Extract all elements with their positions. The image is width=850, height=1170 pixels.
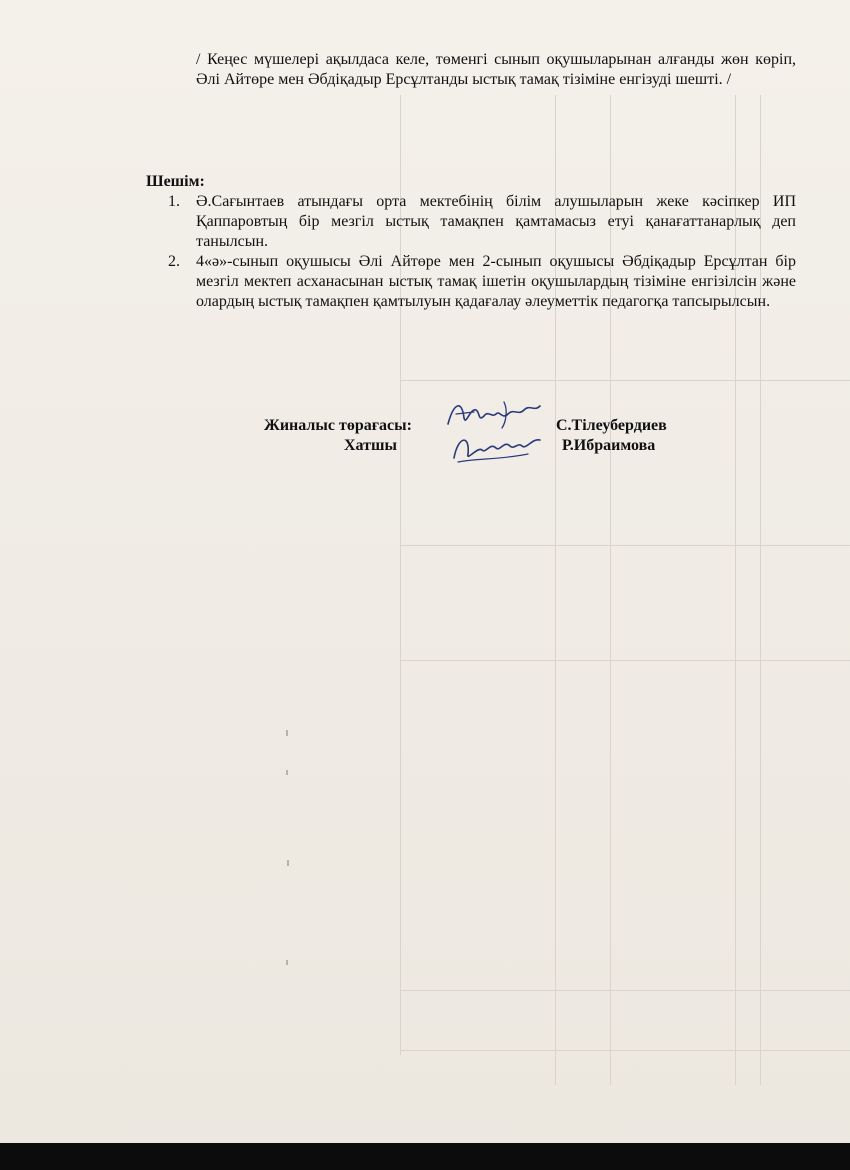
margin-mark	[286, 770, 288, 775]
bleed-through-line	[400, 990, 850, 991]
decision-number: 2.	[168, 253, 180, 270]
secretary-name: Р.Ибраимова	[562, 437, 656, 454]
margin-mark	[286, 730, 288, 736]
decision-number: 1.	[168, 193, 180, 210]
bleed-through-line	[400, 380, 850, 381]
margin-mark	[287, 860, 289, 866]
bleed-through-line	[400, 660, 850, 661]
bleed-through-line	[400, 1050, 850, 1051]
bleed-through-line	[400, 545, 850, 546]
intro-paragraph: / Кеңес мүшелері ақылдаса келе, төменгі сынып оқушыларынан алғанды жөн көріп, Әлі Айтөре мен Әбдіқадыр Ерсұлтанды ыстық тамақ тізіміне енгізуді шешті. /	[196, 51, 796, 88]
decision-text: Ә.Сағынтаев атындағы орта мектебінің білім алушыларын жеке кәсіпкер ИП Қаппаровтың бір мезгіл ыстық тамақпен қамтамасыз етуі қанағаттанарлық деп танылсын.	[196, 193, 796, 250]
decision-heading: Шешім:	[146, 173, 205, 190]
secretary-signature	[448, 428, 548, 468]
decision-item	[146, 252, 796, 312]
chair-name: С.Тілеубердиев	[556, 417, 667, 434]
decisions-list	[146, 192, 796, 312]
decision-text: 4«ә»-сынып оқушысы Әлі Айтөре мен 2-сынып оқушысы Әбдіқадыр Ерсұлтан бір мезгіл мектеп асханасынан ыстық тамақ ішетін оқушылардың тізіміне енгізілсін және олардың ыстық тамақпен қамтылуын қадағалау әлеуметтік педагогқа тапсырылсын.	[196, 253, 796, 310]
decision-item	[146, 192, 796, 252]
secretary-label: Хатшы	[344, 437, 397, 454]
margin-mark	[286, 960, 288, 965]
chair-signature	[444, 396, 554, 432]
scan-edge	[0, 1143, 850, 1170]
chair-label: Жиналыс төрағасы:	[264, 417, 412, 434]
